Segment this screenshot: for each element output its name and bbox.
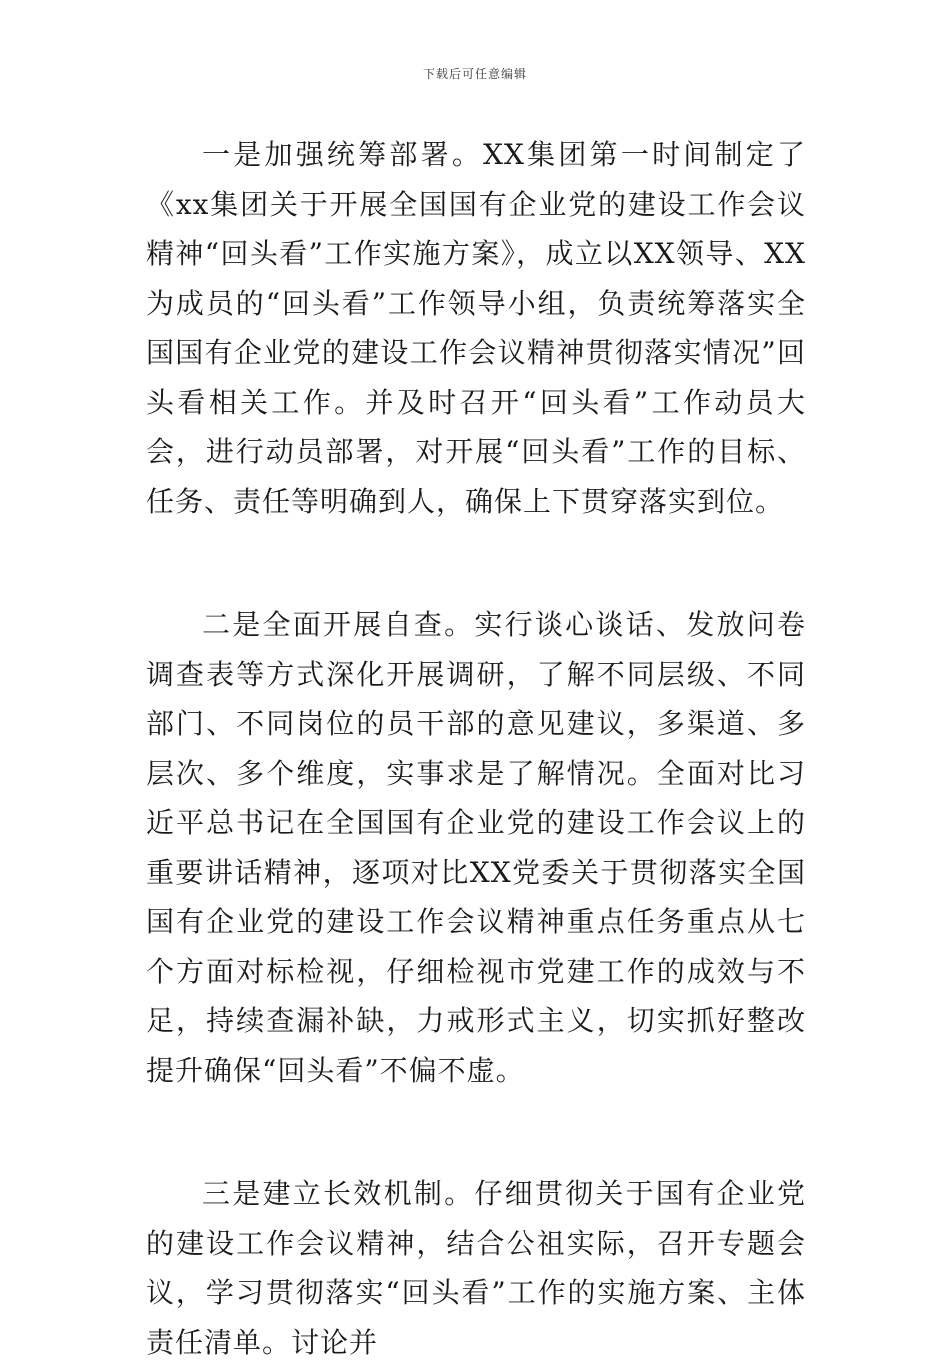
document-body — [146, 130, 806, 1367]
paragraph-3: 三是建立长效机制。仔细贯彻关于国有企业党的建设工作会议精神，结合公祖实际，召开专题会议，学习贯彻落实“回头看”工作的实施方案、主体责任清单。讨论并 — [146, 1177, 806, 1359]
header-note: 下载后可任意编辑 — [422, 67, 527, 81]
paragraph-1: 一是加强统筹部署。XX集团第一时间制定了《xx集团关于开展全国国有企业党的建设工作会议精神“回头看”工作实施方案》，成立以XX领导、XX为成员的“回头看”工作领导小组，负责统筹落实全国国有企业党的建设工作会议精神贯彻落实情况”回头看相关工作。并及时召开“回头看”工作动员大会，进行动员部署，对开展“回头看”工作的目标、任务、责任等明确到人，确保上下贯穿落实到位。 — [146, 138, 806, 518]
paragraph-2: 二是全面开展自查。实行谈心谈话、发放问卷调查表等方式深化开展调研，了解不同层级、不同部门、不同岗位的员干部的意见建议，多渠道、多层次、多个维度，实事求是了解情况。全面对比习近平总书记在全国国有企业党的建设工作会议上的重要讲话精神，逐项对比XX党委关于贯彻落实全国国有企业党的建设工作会议精神重点任务重点从七个方面对标检视，仔细检视市党建工作的成效与不足，持续查漏补缺，力戒形式主义，切实抓好整改提升确保“回头看”不偏不虚。 — [146, 608, 806, 1087]
